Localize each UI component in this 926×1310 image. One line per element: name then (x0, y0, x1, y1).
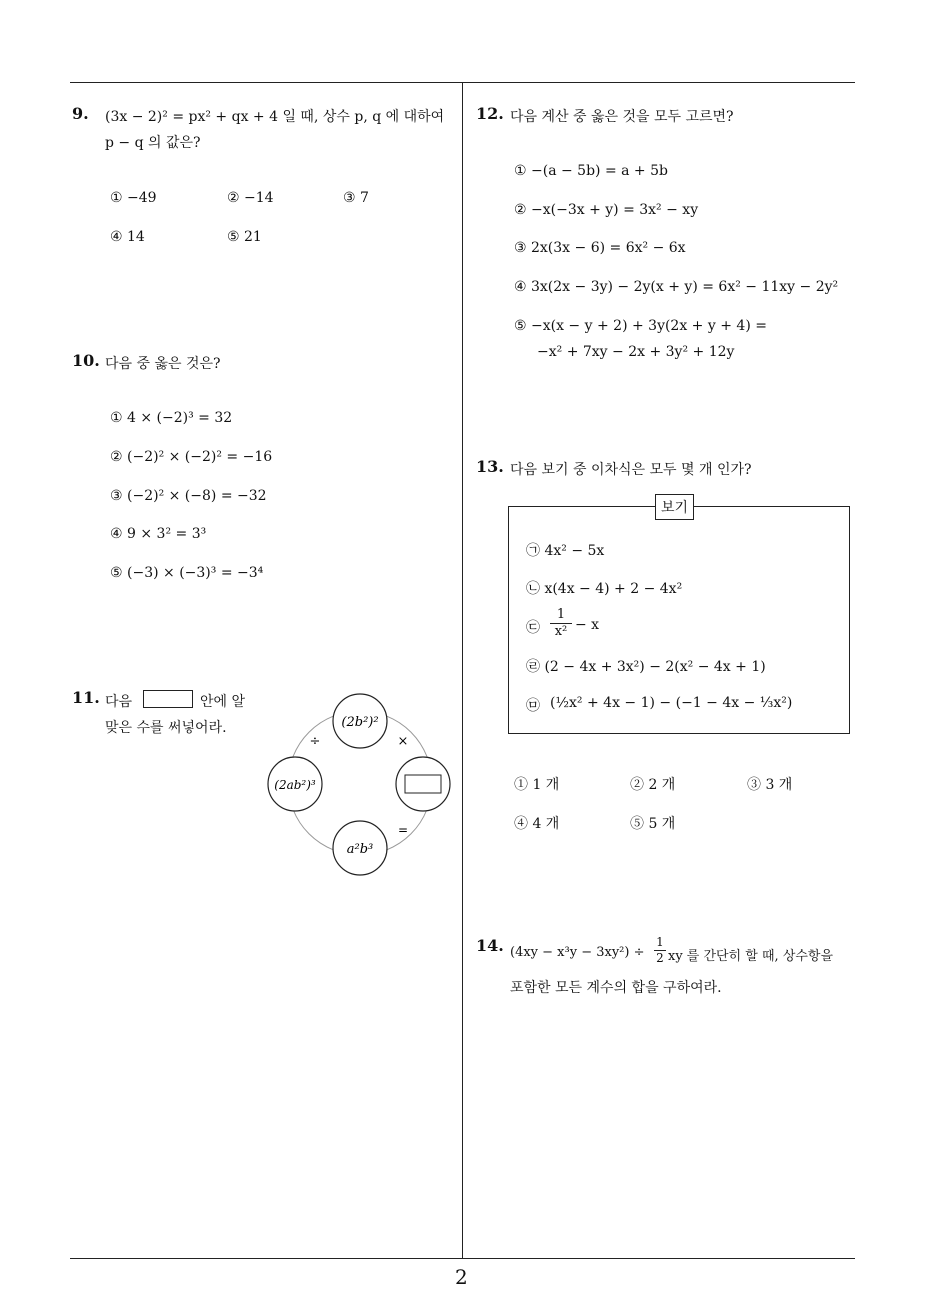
node-top-label: (2b²)² (341, 715, 379, 730)
page-number: 2 (455, 1265, 468, 1289)
bogi-item-5-expression: (½x² + 4x − 1) − (−1 − 4x − ⅓x²) (550, 695, 793, 711)
node-left-label: (2ab²)³ (274, 778, 316, 792)
option-3[interactable]: ③ 2x(3x − 6) = 6x² − 6x (514, 240, 686, 256)
question-text: (3x − 2)² = px² + qx + 4 일 때, 상수 p, q 에 대하여 (105, 109, 445, 125)
question-number: 11. (72, 688, 100, 707)
fraction-half (654, 935, 666, 966)
equals-operator: = (397, 823, 409, 837)
option-1[interactable]: ① 1 개 (514, 777, 560, 793)
option-1[interactable]: ① −(a − 5b) = a + 5b (514, 163, 668, 179)
option-2[interactable]: ② −x(−3x + y) = 3x² − xy (514, 202, 699, 218)
answer-blank (143, 690, 193, 708)
option-2[interactable]: ② −14 (227, 190, 274, 206)
option-5[interactable]: ⑤ −x(x − y + 2) + 3y(2x + y + 4) = (514, 318, 767, 334)
option-2[interactable]: ② (−2)² × (−2)² = −16 (110, 449, 273, 465)
question-text-a: 다음 (105, 694, 133, 710)
question-text-a: (4xy − x³y − 3xy²) ÷ (510, 945, 645, 960)
option-4[interactable]: ④ 14 (110, 229, 145, 245)
question-number: 13. (476, 457, 504, 476)
multiply-operator: × (397, 734, 409, 749)
fraction-numerator: 1 (550, 607, 572, 624)
option-5[interactable]: ⑤ 5 개 (630, 816, 676, 832)
question-number: 14. (476, 936, 504, 955)
answer-box (405, 775, 441, 793)
question-text-b: 안에 알 (200, 694, 246, 710)
bogi-item-2: ㉡ x(4x − 4) + 2 − 4x² (526, 581, 683, 597)
question-text-line2: 맞은 수를 써넣어라. (105, 720, 227, 736)
bogi-item-5-marker: ㉤ (526, 698, 540, 714)
question-text-line2: p − q 의 값은? (105, 135, 201, 151)
question-number: 12. (476, 104, 504, 123)
option-4[interactable]: ④ 4 개 (514, 816, 560, 832)
bottom-rule (70, 1258, 855, 1259)
fraction-denominator: 2 (656, 951, 664, 965)
option-3[interactable]: ③ 7 (343, 190, 369, 206)
question-text: 다음 계산 중 옳은 것을 모두 고르면? (510, 109, 734, 125)
option-5-continued: −x² + 7xy − 2x + 3y² + 12y (537, 344, 735, 360)
operation-cycle-diagram (265, 688, 455, 878)
column-divider (462, 83, 463, 1259)
bogi-item-3-rest: − x (575, 617, 600, 633)
question-text-line2: 포함한 모든 계수의 합을 구하여라. (510, 980, 722, 996)
bogi-item-3-fraction (550, 607, 572, 640)
question-number: 9. (72, 104, 89, 123)
fraction-denominator: x² (554, 624, 568, 639)
question-number: 10. (72, 351, 100, 370)
option-3[interactable]: ③ (−2)² × (−8) = −32 (110, 488, 267, 504)
node-bottom-label: a²b³ (346, 842, 374, 857)
divide-operator: ÷ (309, 734, 321, 749)
option-2[interactable]: ② 2 개 (630, 777, 676, 793)
option-5[interactable]: ⑤ 21 (227, 229, 262, 245)
bogi-item-4: ㉣ (2 − 4x + 3x²) − 2(x² − 4x + 1) (526, 659, 766, 675)
option-1[interactable]: ① −49 (110, 190, 157, 206)
bogi-item-3-marker: ㉢ (526, 620, 540, 636)
option-4[interactable]: ④ 3x(2x − 3y) − 2y(x + y) = 6x² − 11xy − 2y² (514, 279, 839, 295)
bogi-title: 보기 (655, 494, 694, 520)
question-text: 다음 중 옳은 것은? (105, 356, 221, 372)
option-5[interactable]: ⑤ (−3) × (−3)³ = −3⁴ (110, 565, 264, 581)
bogi-item-1: ㉠ 4x² − 5x (526, 543, 605, 559)
question-text-b: xy 를 간단히 할 때, 상수항을 (668, 949, 834, 964)
question-text: 다음 보기 중 이차식은 모두 몇 개 인가? (510, 462, 752, 478)
option-1[interactable]: ① 4 × (−2)³ = 32 (110, 410, 233, 426)
fraction-numerator: 1 (654, 935, 666, 951)
option-3[interactable]: ③ 3 개 (747, 777, 793, 793)
option-4[interactable]: ④ 9 × 3² = 3³ (110, 526, 207, 542)
